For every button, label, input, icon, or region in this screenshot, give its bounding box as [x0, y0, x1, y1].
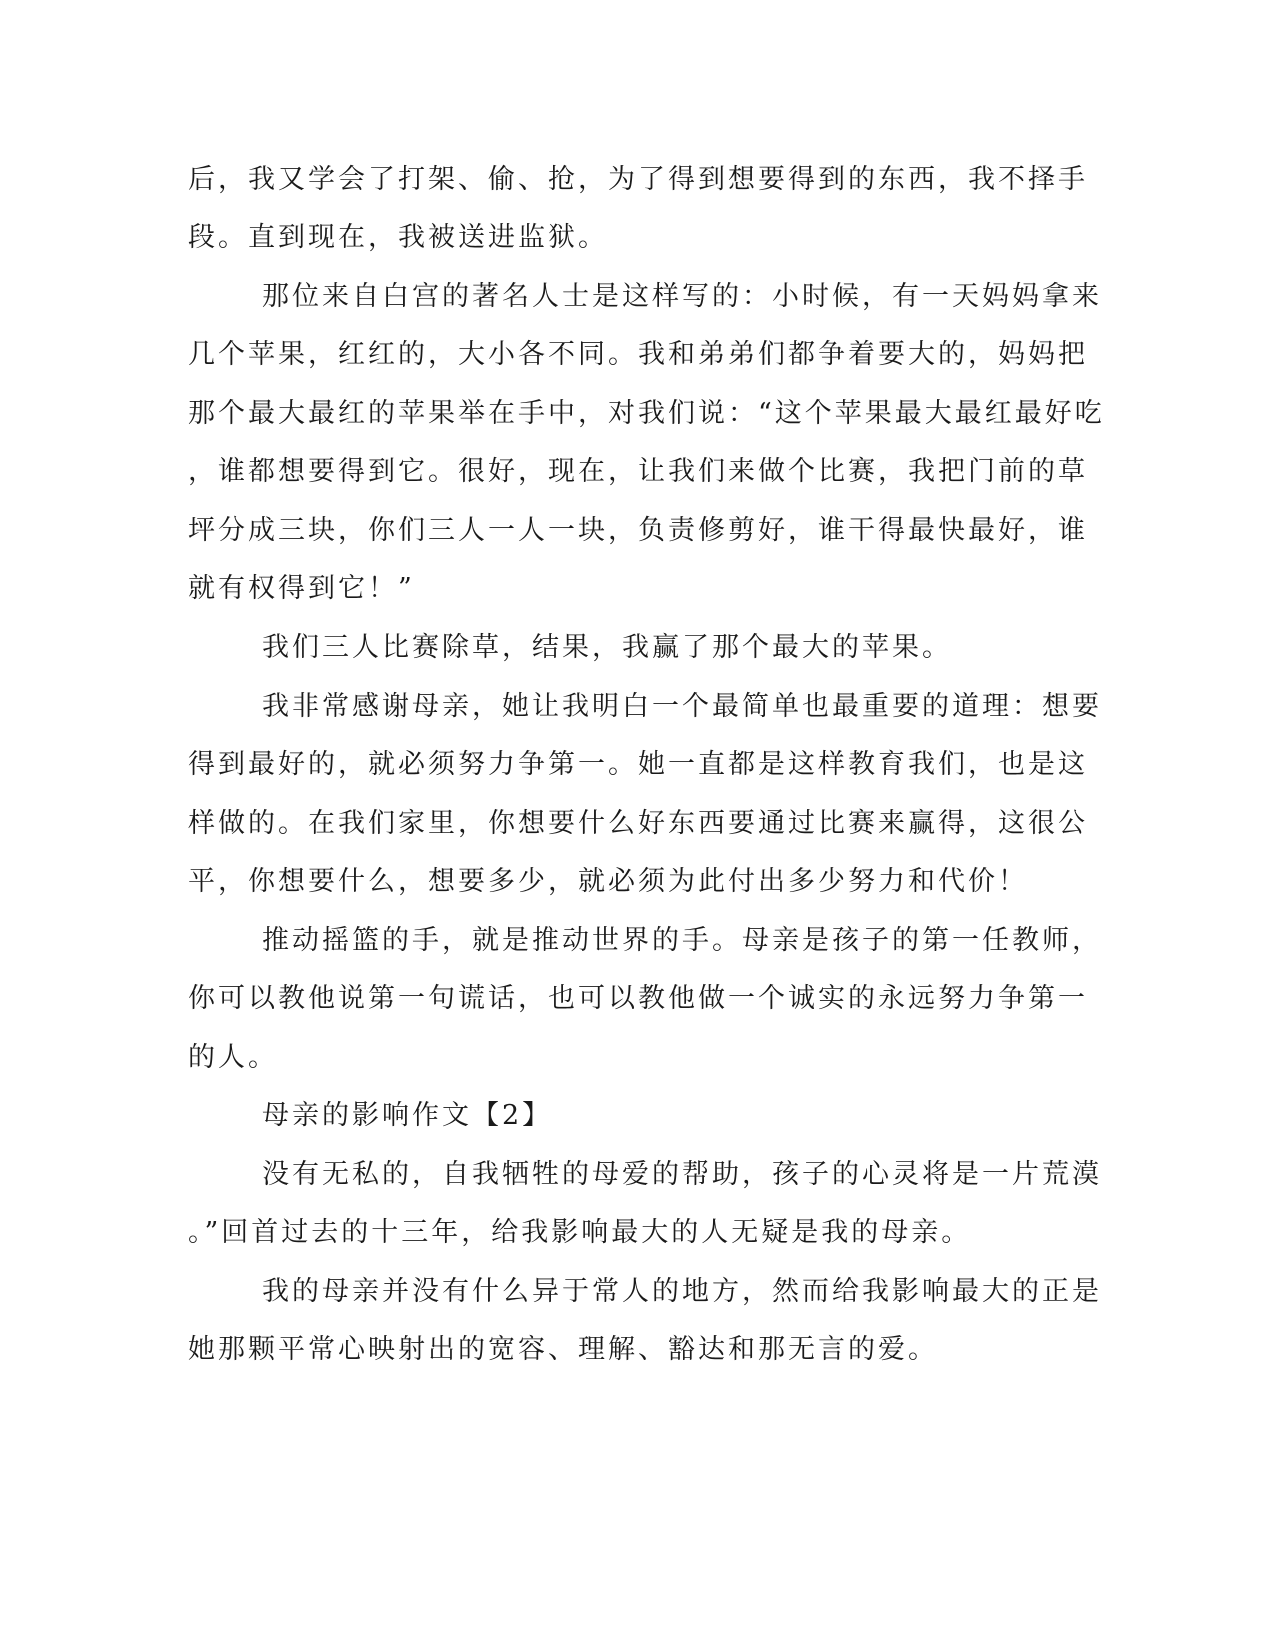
text-line: 几个苹果，红红的，大小各不同。我和弟弟们都争着要大的，妈妈把 — [188, 339, 1088, 370]
text-line: 。”回首过去的十三年，给我影响最大的人无疑是我的母亲。 — [188, 1217, 972, 1248]
text-line: 段。直到现在，我被送进监狱。 — [188, 222, 608, 253]
text-line: ，谁都想要得到它。很好，现在，让我们来做个比赛，我把门前的草 — [188, 456, 1088, 487]
paragraph-start-line: 推动摇篮的手，就是推动世界的手。母亲是孩子的第一任教师， — [262, 925, 1102, 956]
paragraph-start-line: 我们三人比赛除草，结果，我赢了那个最大的苹果。 — [262, 632, 952, 663]
text-line: 平，你想要什么，想要多少，就必须为此付出多少努力和代价！ — [188, 866, 1028, 897]
text-line: 后，我又学会了打架、偷、抢，为了得到想要得到的东西，我不择手 — [188, 164, 1088, 195]
paragraph-start-line: 没有无私的，自我牺牲的母爱的帮助，孩子的心灵将是一片荒漠 — [262, 1159, 1102, 1190]
paragraph-start-line: 那位来自白宫的著名人士是这样写的：小时候，有一天妈妈拿来 — [262, 281, 1102, 312]
paragraph-start-line: 我非常感谢母亲，她让我明白一个最简单也最重要的道理：想要 — [262, 691, 1102, 722]
paragraph-start-line: 我的母亲并没有什么异于常人的地方，然而给我影响最大的正是 — [262, 1276, 1102, 1307]
text-line: 得到最好的，就必须努力争第一。她一直都是这样教育我们，也是这 — [188, 749, 1088, 780]
text-line: 她那颗平常心映射出的宽容、理解、豁达和那无言的爱。 — [188, 1334, 938, 1365]
text-line: 你可以教他说第一句谎话，也可以教他做一个诚实的永远努力争第一 — [188, 983, 1088, 1014]
text-line: 的人。 — [188, 1042, 278, 1073]
text-line: 坪分成三块，你们三人一人一块，负责修剪好，谁干得最快最好，谁 — [188, 515, 1088, 546]
text-line: 样做的。在我们家里，你想要什么好东西要通过比赛来赢得，这很公 — [188, 808, 1088, 839]
section-heading: 母亲的影响作文【2】 — [262, 1100, 553, 1131]
text-line: 就有权得到它！” — [188, 573, 415, 604]
text-line: 那个最大最红的苹果举在手中，对我们说：“这个苹果最大最红最好吃 — [188, 398, 1105, 429]
